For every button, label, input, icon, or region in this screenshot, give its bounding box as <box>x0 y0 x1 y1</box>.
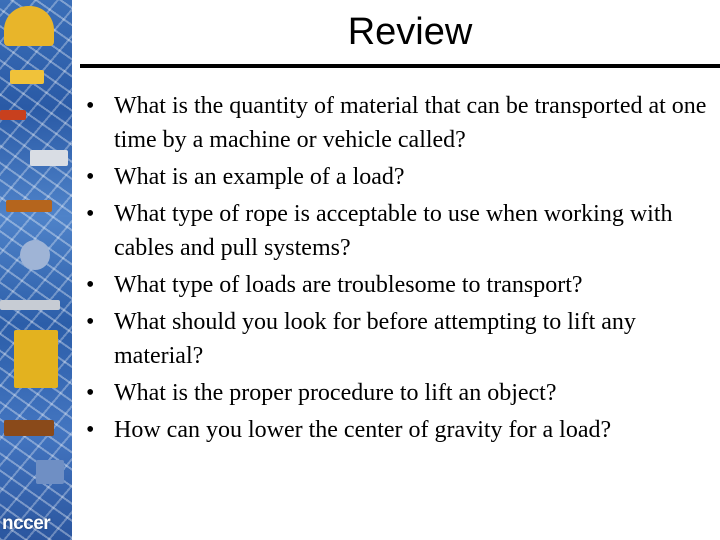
bullet-item: • How can you lower the center of gravity for a load? <box>86 413 714 447</box>
hammer-icon <box>6 200 52 212</box>
mosaic-tile <box>0 110 26 120</box>
drill-icon <box>14 330 58 388</box>
bullet-item: • What is the quantity of material that can be transported at one time by a machine or vehicle called? <box>86 89 714 157</box>
mosaic-tile <box>4 420 54 436</box>
bullet-item: • What type of rope is acceptable to use when working with cables and pull systems? <box>86 197 714 265</box>
wrench-icon <box>0 300 60 310</box>
mosaic-tile <box>10 70 44 84</box>
bullet-item: • What type of loads are troublesome to transport? <box>86 268 714 302</box>
hard-hat-icon <box>4 6 54 46</box>
logo: nccer <box>2 513 51 534</box>
mosaic-tile <box>30 150 68 166</box>
slide-title: Review <box>347 11 473 53</box>
mosaic-tools-image <box>0 0 72 540</box>
bullet-item: • What is the proper procedure to lift an object? <box>86 376 714 410</box>
bullet-item: • What is an example of a load? <box>86 160 714 194</box>
title-divider <box>80 64 720 68</box>
mosaic-tile <box>36 460 64 484</box>
mosaic-tile <box>20 240 50 270</box>
bullet-list <box>86 89 714 450</box>
bullet-item: • What should you look for before attempting to lift any material? <box>86 305 714 373</box>
